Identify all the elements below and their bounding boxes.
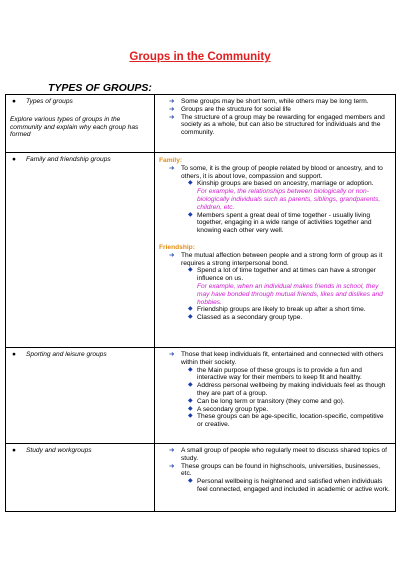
groups-table bbox=[5, 94, 396, 512]
table-row-types bbox=[6, 95, 396, 153]
list-item: ➔ The mutual affection between people and a strong form of group as it requires a strong interpersonal bond. bbox=[169, 251, 383, 267]
diamond-icon: ◆ bbox=[188, 314, 193, 321]
family-title: ● Family and friendship groups bbox=[12, 156, 111, 163]
example-text: For example, the relationships between biologically or non-biologically individuals such as parents, siblings, grandparents, children, etc. bbox=[197, 188, 381, 211]
diamond-icon: ◆ bbox=[188, 366, 193, 373]
diamond-icon: ◆ bbox=[188, 211, 193, 218]
study-left-cell bbox=[6, 444, 155, 512]
bullet-dot-icon: ● bbox=[12, 351, 16, 358]
list-item: ➔ A small group of people who regularly meet to discuss shared topics of study. bbox=[169, 447, 387, 462]
list-item: ◆ Address personal wellbeing by making individuals feel as though they are part of a group. bbox=[188, 382, 386, 397]
arrow-icon: ➔ bbox=[169, 462, 175, 470]
family-label: Family: bbox=[159, 157, 183, 164]
list-item: ◆ Classed as a secondary group type. bbox=[188, 314, 303, 322]
list-item: ◆ A secondary group type. bbox=[188, 405, 269, 413]
family-left-cell bbox=[6, 153, 155, 348]
list-item: ◆ Kinship groups are based on ancestry, marriage or adoption. For example, the relationships between biologically or non-biologically individuals such as parents, siblings, grandparents, children, etc. bbox=[188, 180, 381, 211]
arrow-icon: ➔ bbox=[169, 98, 175, 105]
bullet-dot-icon: ● bbox=[12, 98, 16, 105]
study-title: ● Study and workgroups bbox=[12, 447, 92, 454]
arrow-icon: ➔ bbox=[169, 447, 175, 454]
list-item: ◆ the Main purpose of these groups is to provide a fun and interactive way for their members to keep fit and healthy. bbox=[188, 366, 362, 382]
sporting-title: ● Sporting and leisure groups bbox=[12, 351, 107, 358]
table-row-family bbox=[6, 153, 396, 348]
sporting-right-cell bbox=[155, 348, 396, 444]
example-text: For example, when an individual makes friends in school, they may have bonded through mutual friends, likes and dislikes and hobbies. bbox=[197, 282, 383, 306]
types-left-cell bbox=[6, 95, 155, 153]
diamond-icon: ◆ bbox=[188, 180, 193, 187]
diamond-icon: ◆ bbox=[188, 382, 193, 389]
arrow-icon: ➔ bbox=[169, 251, 175, 259]
diamond-icon: ◆ bbox=[188, 405, 193, 412]
list-item: ➔ Some groups may be short term, while others may be long term. bbox=[169, 98, 369, 105]
diamond-icon: ◆ bbox=[188, 306, 193, 313]
bullet-dot-icon: ● bbox=[12, 156, 16, 163]
diamond-icon: ◆ bbox=[188, 267, 193, 274]
table-row-sporting bbox=[6, 348, 396, 444]
list-item: ◆ Personal wellbeing is heightened and satisfied when individuals feel connected, engaged and included in academic or active work. bbox=[188, 478, 390, 493]
types-description: Explore various types of groups in the community and explain why each group has formed bbox=[10, 115, 139, 139]
arrow-icon: ➔ bbox=[169, 351, 175, 358]
list-item: ➔ The structure of a group may be rewarding for engaged members and society as a whole, but can also be structured for individuals and the community. bbox=[169, 113, 385, 137]
friendship-label: Friendship: bbox=[159, 243, 195, 251]
list-item: ◆ Spend a lot of time together and at times can have a stronger influence on us. For example, when an individual makes friends in school, they may have bonded through mutual friends, likes and dislikes and hobbies. bbox=[188, 267, 383, 306]
family-right-cell bbox=[155, 153, 396, 348]
table-row-study bbox=[6, 444, 396, 512]
list-item: ➔ These groups can be found in highschools, universities, businesses, etc. bbox=[169, 462, 381, 478]
diamond-icon: ◆ bbox=[188, 478, 193, 485]
types-title: ● Types of groups bbox=[12, 98, 73, 105]
list-item: ◆ Can be long term or transitory (they come and go). bbox=[188, 397, 345, 405]
sporting-left-cell bbox=[6, 348, 155, 444]
study-right-cell bbox=[155, 444, 396, 512]
diamond-icon: ◆ bbox=[188, 397, 193, 404]
arrow-icon: ➔ bbox=[169, 164, 175, 172]
list-item: ◆ Friendship groups are likely to break up after a short time. bbox=[188, 306, 366, 314]
list-item: ◆ These groups can be age-specific, location-specific, competitive or creative. bbox=[188, 413, 384, 429]
list-item: ➔ Groups are the structure for social life bbox=[169, 105, 291, 113]
arrow-icon: ➔ bbox=[169, 113, 175, 121]
arrow-icon: ➔ bbox=[169, 105, 175, 113]
list-item: ➔ To some, it is the group of people related by blood or ancestry, and to others, it is about love, compassion and support. bbox=[169, 164, 383, 180]
section-heading: TYPES OF GROUPS: bbox=[48, 82, 152, 94]
list-item: ◆ Members spent a great deal of time together - usually living together, engaging in a wide range of activities together and knowing each other very well. bbox=[188, 211, 372, 235]
page-title: Groups in the Community bbox=[129, 51, 271, 63]
list-item: ➔ Those that keep individuals fit, entertained and connected with others within their society. bbox=[169, 351, 384, 366]
bullet-dot-icon: ● bbox=[12, 447, 16, 454]
types-right-cell bbox=[155, 95, 396, 153]
diamond-icon: ◆ bbox=[188, 413, 193, 420]
